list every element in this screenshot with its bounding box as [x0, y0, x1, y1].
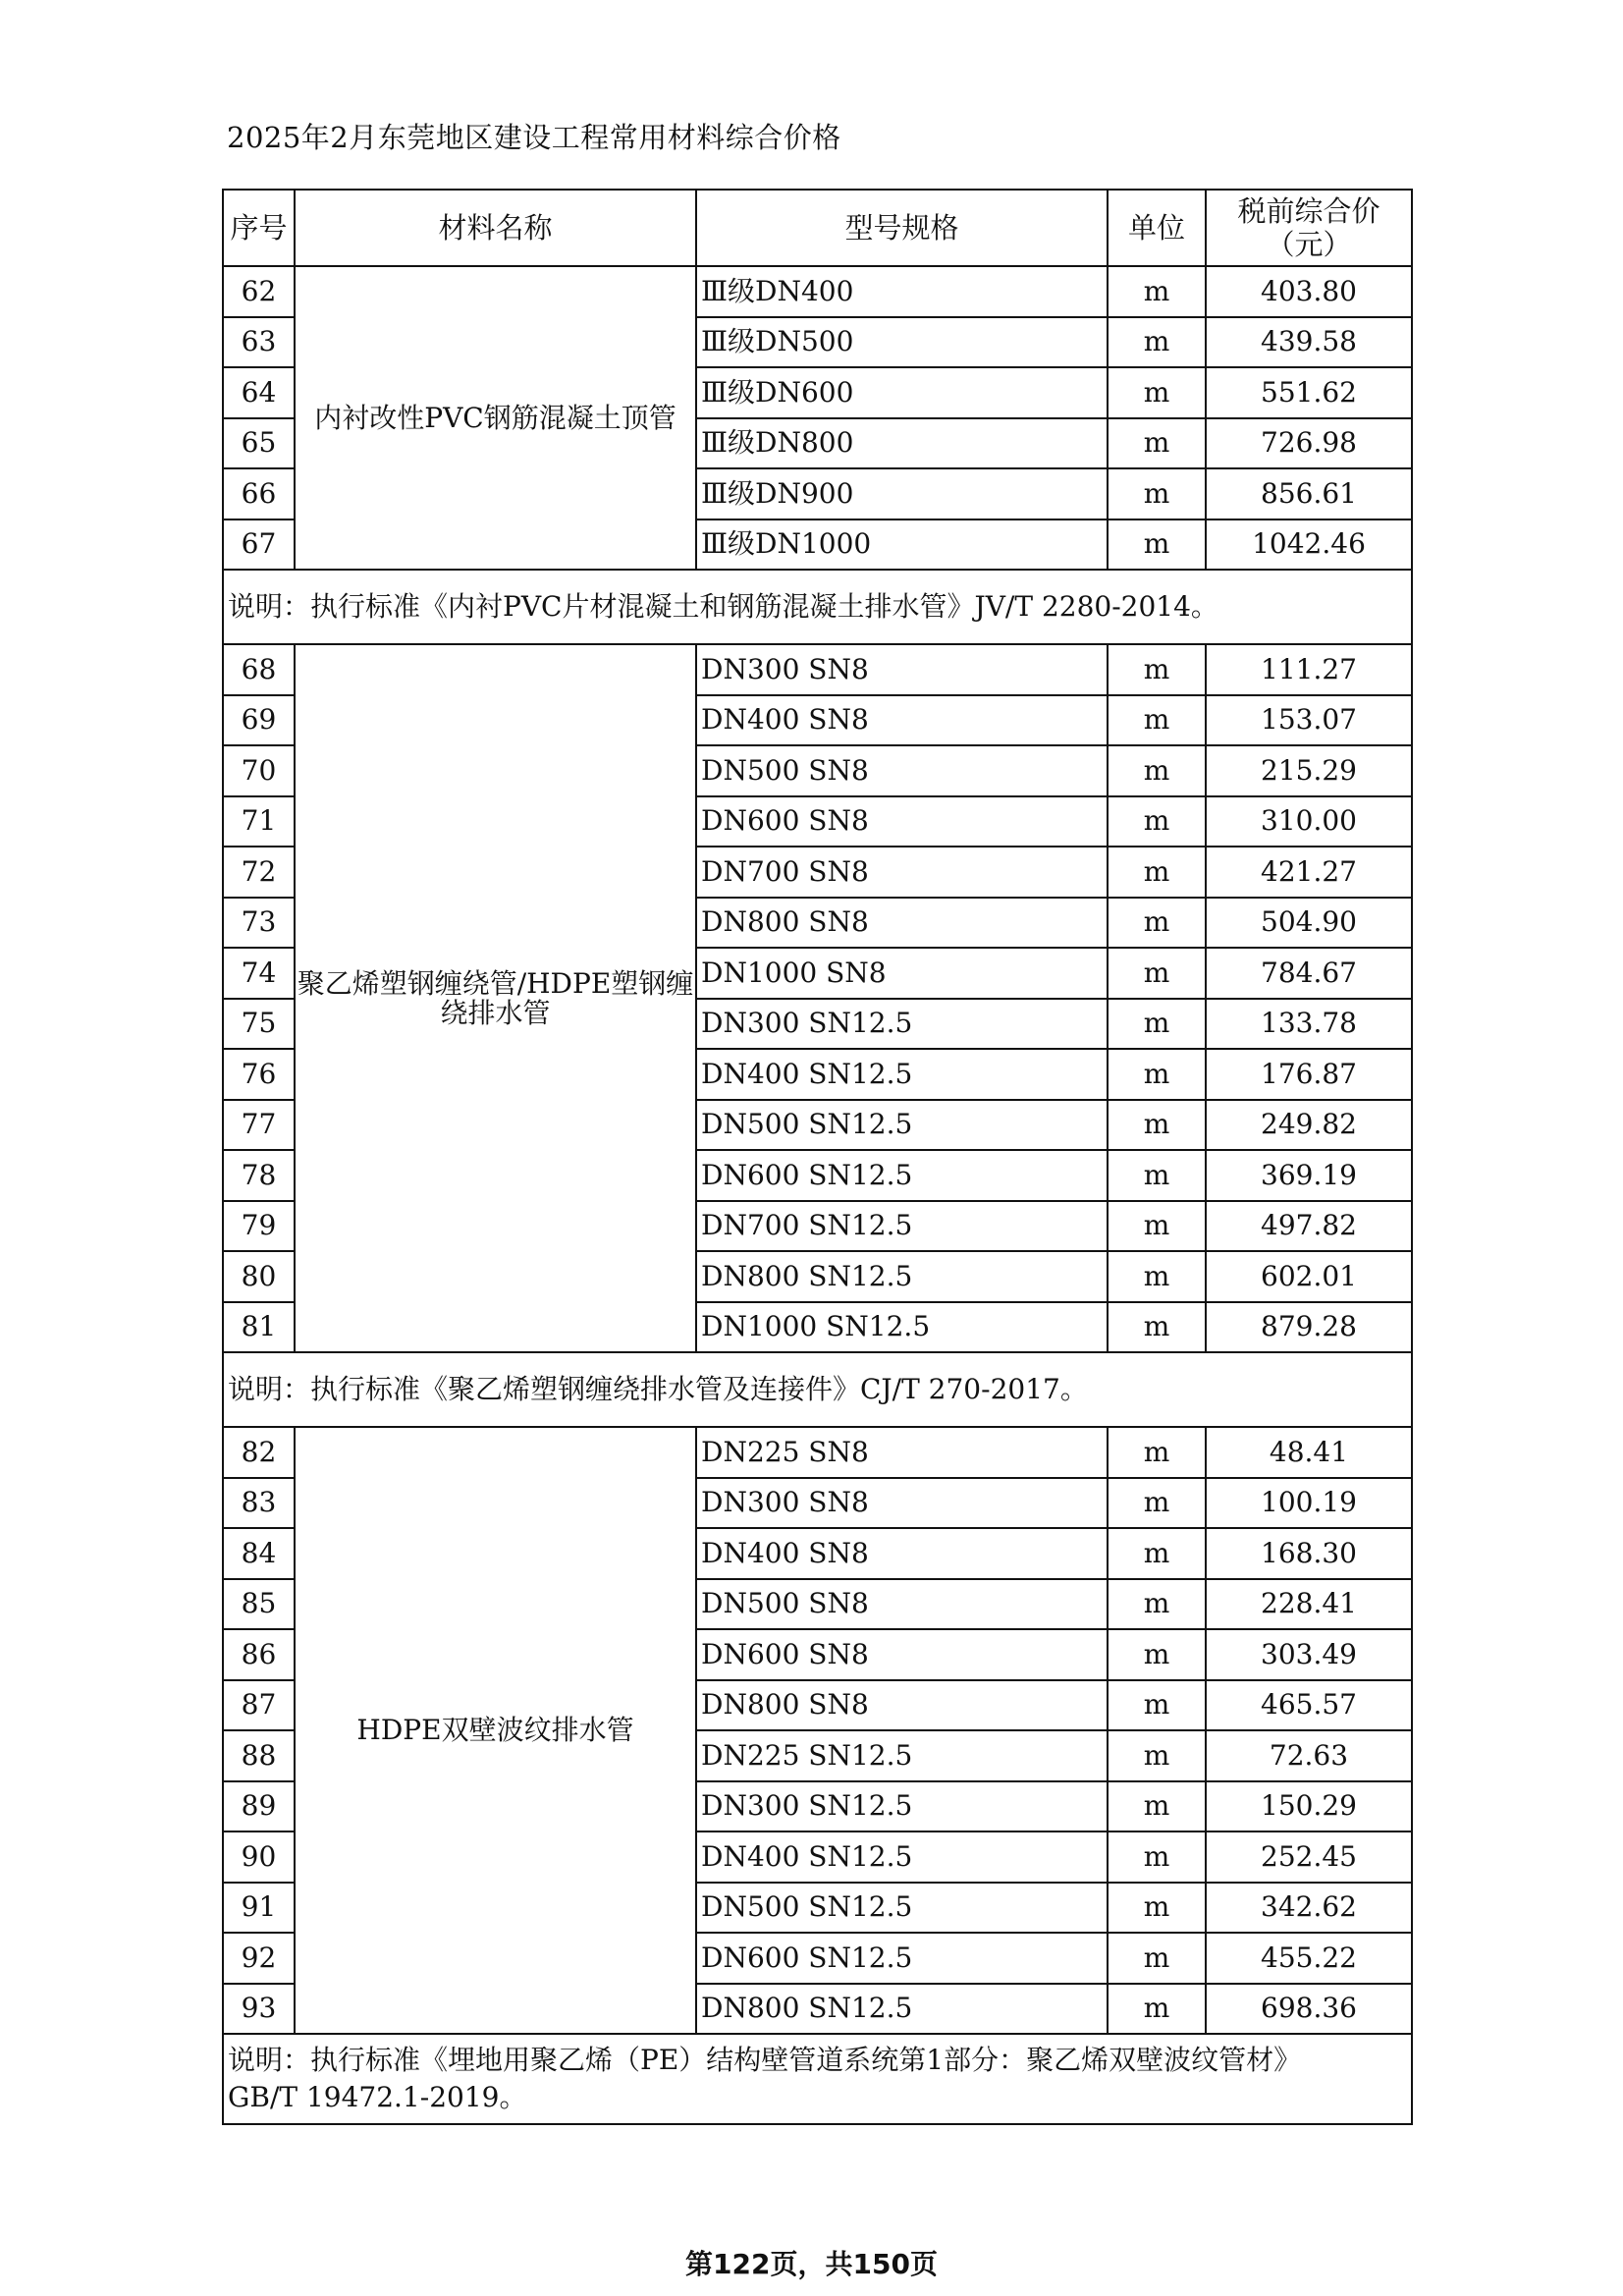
price: 726.98 — [1206, 418, 1412, 469]
row-number: 80 — [223, 1251, 295, 1302]
row-number: 88 — [223, 1730, 295, 1781]
spec: DN500 SN12.5 — [696, 1100, 1108, 1151]
spec: Ⅲ级DN600 — [696, 367, 1108, 418]
unit: m — [1108, 1984, 1206, 2035]
price: 133.78 — [1206, 999, 1412, 1050]
row-number: 69 — [223, 695, 295, 746]
spec: DN600 SN8 — [696, 796, 1108, 847]
unit: m — [1108, 1781, 1206, 1832]
spec: Ⅲ级DN400 — [696, 266, 1108, 317]
standard-note — [223, 2034, 1412, 2124]
spec: Ⅲ级DN1000 — [696, 519, 1108, 571]
spec: DN600 SN12.5 — [696, 1150, 1108, 1201]
row-number: 64 — [223, 367, 295, 418]
price: 504.90 — [1206, 898, 1412, 949]
spec: DN700 SN12.5 — [696, 1201, 1108, 1252]
row-number: 89 — [223, 1781, 295, 1832]
price: 1042.46 — [1206, 519, 1412, 571]
unit: m — [1108, 1201, 1206, 1252]
price: 303.49 — [1206, 1629, 1412, 1680]
row-number: 73 — [223, 898, 295, 949]
price: 439.58 — [1206, 317, 1412, 368]
row-number: 85 — [223, 1579, 295, 1630]
note-row — [223, 1352, 1412, 1427]
spec: DN800 SN8 — [696, 898, 1108, 949]
document-title: 2025年2月东莞地区建设工程常用材料综合价格 — [227, 121, 841, 154]
row-number: 82 — [223, 1427, 295, 1478]
spec: DN225 SN8 — [696, 1427, 1108, 1478]
table-row — [223, 1427, 1412, 1478]
spec: Ⅲ级DN800 — [696, 418, 1108, 469]
row-number: 81 — [223, 1302, 295, 1353]
spec: Ⅲ级DN500 — [696, 317, 1108, 368]
spec: DN500 SN12.5 — [696, 1883, 1108, 1934]
row-number: 78 — [223, 1150, 295, 1201]
material-name: 内衬改性PVC钢筋混凝土顶管 — [295, 266, 696, 570]
spec: DN500 SN8 — [696, 1579, 1108, 1630]
row-number: 84 — [223, 1528, 295, 1579]
row-number: 72 — [223, 847, 295, 898]
row-number: 66 — [223, 468, 295, 519]
price: 153.07 — [1206, 695, 1412, 746]
row-number: 87 — [223, 1680, 295, 1731]
spec: DN700 SN8 — [696, 847, 1108, 898]
unit: m — [1108, 1528, 1206, 1579]
row-number: 67 — [223, 519, 295, 571]
price: 403.80 — [1206, 266, 1412, 317]
header-no: 序号 — [223, 190, 295, 266]
spec: DN300 SN8 — [696, 644, 1108, 695]
unit: m — [1108, 1579, 1206, 1630]
header-price-line1: 税前综合价 — [1237, 194, 1380, 228]
unit: m — [1108, 1302, 1206, 1353]
table-row — [223, 266, 1412, 317]
row-number: 68 — [223, 644, 295, 695]
row-number: 71 — [223, 796, 295, 847]
row-number: 77 — [223, 1100, 295, 1151]
row-number: 70 — [223, 745, 295, 796]
unit: m — [1108, 317, 1206, 368]
header-name: 材料名称 — [295, 190, 696, 266]
price: 249.82 — [1206, 1100, 1412, 1151]
price: 176.87 — [1206, 1049, 1412, 1100]
unit: m — [1108, 1251, 1206, 1302]
row-number: 76 — [223, 1049, 295, 1100]
spec: DN225 SN12.5 — [696, 1730, 1108, 1781]
unit: m — [1108, 367, 1206, 418]
spec: DN1000 SN8 — [696, 948, 1108, 999]
row-number: 91 — [223, 1883, 295, 1934]
price: 784.67 — [1206, 948, 1412, 999]
price: 168.30 — [1206, 1528, 1412, 1579]
row-number: 93 — [223, 1984, 295, 2035]
price: 369.19 — [1206, 1150, 1412, 1201]
spec: DN800 SN12.5 — [696, 1984, 1108, 2035]
unit: m — [1108, 847, 1206, 898]
unit: m — [1108, 1478, 1206, 1529]
header-price-line2: （元） — [1266, 228, 1352, 261]
price: 150.29 — [1206, 1781, 1412, 1832]
unit: m — [1108, 948, 1206, 999]
unit: m — [1108, 1150, 1206, 1201]
price: 602.01 — [1206, 1251, 1412, 1302]
price: 72.63 — [1206, 1730, 1412, 1781]
row-number: 74 — [223, 948, 295, 999]
row-number: 65 — [223, 418, 295, 469]
unit: m — [1108, 796, 1206, 847]
material-name: HDPE双壁波纹排水管 — [295, 1427, 696, 2034]
unit: m — [1108, 644, 1206, 695]
price: 310.00 — [1206, 796, 1412, 847]
page-number: 第122页，共150页 — [685, 2248, 938, 2280]
price: 48.41 — [1206, 1427, 1412, 1478]
spec: DN500 SN8 — [696, 745, 1108, 796]
standard-note-line2: GB/T 19472.1-2019。 — [228, 2081, 527, 2113]
unit: m — [1108, 1100, 1206, 1151]
price: 551.62 — [1206, 367, 1412, 418]
header-unit: 单位 — [1108, 190, 1206, 266]
spec: DN400 SN8 — [696, 1528, 1108, 1579]
standard-note: 说明：执行标准《内衬PVC片材混凝土和钢筋混凝土排水管》JV/T 2280-2014。 — [223, 570, 1412, 644]
price: 455.22 — [1206, 1933, 1412, 1984]
header-price — [1206, 190, 1412, 266]
unit: m — [1108, 1427, 1206, 1478]
price: 421.27 — [1206, 847, 1412, 898]
unit: m — [1108, 1933, 1206, 1984]
unit: m — [1108, 1883, 1206, 1934]
standard-note: 说明：执行标准《聚乙烯塑钢缠绕排水管及连接件》CJ/T 270-2017。 — [223, 1352, 1412, 1427]
spec: DN400 SN8 — [696, 695, 1108, 746]
unit: m — [1108, 418, 1206, 469]
spec: DN1000 SN12.5 — [696, 1302, 1108, 1353]
standard-note-line1: 说明：执行标准《埋地用聚乙烯（PE）结构壁管道系统第1部分：聚乙烯双壁波纹管材》 — [228, 2044, 1302, 2076]
row-number: 75 — [223, 999, 295, 1050]
material-name: 聚乙烯塑钢缠绕管/HDPE塑钢缠绕排水管 — [295, 644, 696, 1352]
unit: m — [1108, 1680, 1206, 1731]
price: 215.29 — [1206, 745, 1412, 796]
row-number: 63 — [223, 317, 295, 368]
price: 252.45 — [1206, 1831, 1412, 1883]
spec: DN800 SN12.5 — [696, 1251, 1108, 1302]
price: 100.19 — [1206, 1478, 1412, 1529]
spec: DN800 SN8 — [696, 1680, 1108, 1731]
price: 342.62 — [1206, 1883, 1412, 1934]
price: 497.82 — [1206, 1201, 1412, 1252]
spec: DN400 SN12.5 — [696, 1049, 1108, 1100]
unit: m — [1108, 745, 1206, 796]
price: 879.28 — [1206, 1302, 1412, 1353]
spec: DN300 SN12.5 — [696, 999, 1108, 1050]
unit: m — [1108, 266, 1206, 317]
price: 856.61 — [1206, 468, 1412, 519]
unit: m — [1108, 1730, 1206, 1781]
note-row — [223, 570, 1412, 644]
spec: DN300 SN12.5 — [696, 1781, 1108, 1832]
unit: m — [1108, 1629, 1206, 1680]
spec: DN600 SN12.5 — [696, 1933, 1108, 1984]
header-spec: 型号规格 — [696, 190, 1108, 266]
row-number: 90 — [223, 1831, 295, 1883]
table-header-row — [223, 190, 1412, 266]
unit: m — [1108, 1831, 1206, 1883]
spec: DN400 SN12.5 — [696, 1831, 1108, 1883]
price: 698.36 — [1206, 1984, 1412, 2035]
unit: m — [1108, 999, 1206, 1050]
unit: m — [1108, 898, 1206, 949]
spec: DN300 SN8 — [696, 1478, 1108, 1529]
price: 111.27 — [1206, 644, 1412, 695]
row-number: 83 — [223, 1478, 295, 1529]
table-row — [223, 644, 1412, 695]
spec: Ⅲ级DN900 — [696, 468, 1108, 519]
price: 228.41 — [1206, 1579, 1412, 1630]
unit: m — [1108, 468, 1206, 519]
row-number: 92 — [223, 1933, 295, 1984]
note-row — [223, 2034, 1412, 2124]
unit: m — [1108, 695, 1206, 746]
price: 465.57 — [1206, 1680, 1412, 1731]
row-number: 86 — [223, 1629, 295, 1680]
spec: DN600 SN8 — [696, 1629, 1108, 1680]
unit: m — [1108, 1049, 1206, 1100]
unit: m — [1108, 519, 1206, 571]
row-number: 79 — [223, 1201, 295, 1252]
material-price-table — [222, 189, 1413, 2125]
row-number: 62 — [223, 266, 295, 317]
